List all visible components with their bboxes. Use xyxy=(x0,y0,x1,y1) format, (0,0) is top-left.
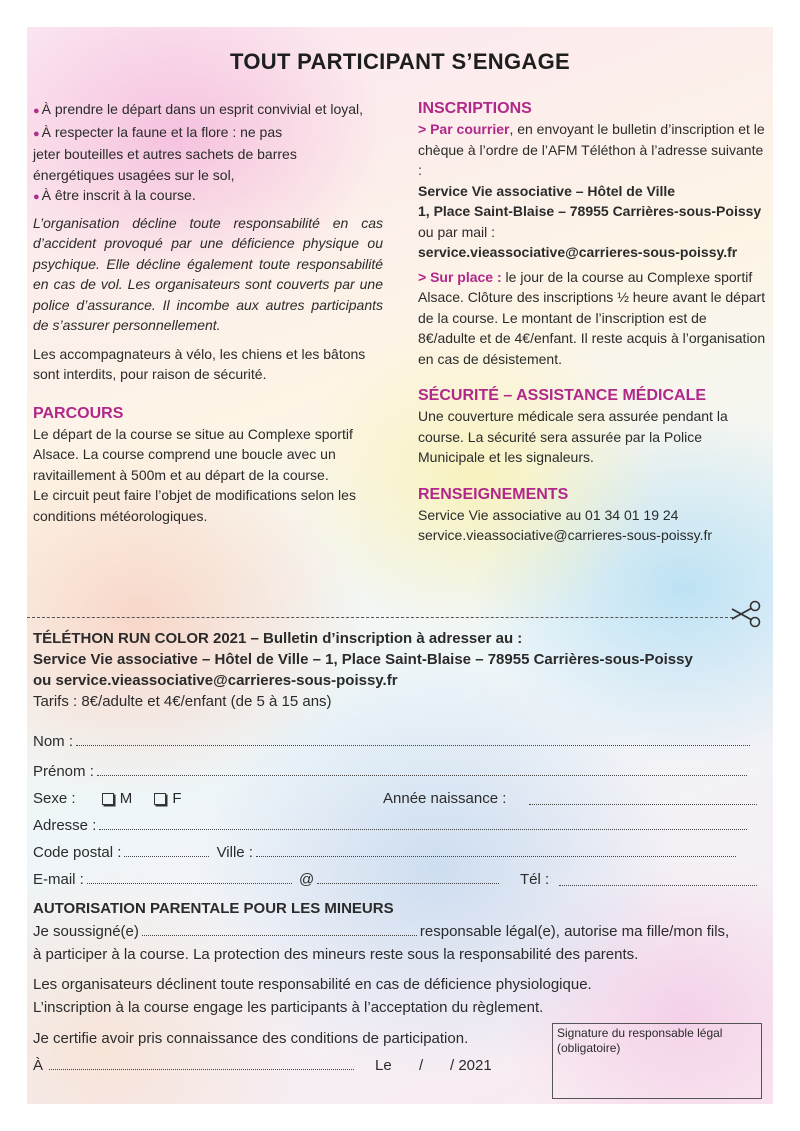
prenom-row xyxy=(33,761,761,783)
date-slash-1: / xyxy=(419,1057,424,1074)
annee-label: Année naissance : xyxy=(383,790,507,807)
inscription-email: service.vieassociative@carrieres-sous-poissy.fr xyxy=(418,244,738,260)
nom-row xyxy=(33,731,761,753)
checkbox-m[interactable] xyxy=(102,793,114,805)
renseignements-section xyxy=(418,485,768,546)
form-heading-3: ou service.vieassociative@carrieres-sous-poissy.fr xyxy=(33,672,398,689)
code-ville-row xyxy=(33,842,761,864)
sexe-m-label: M xyxy=(119,790,133,807)
securite-heading: SÉCURITÉ – ASSISTANCE MÉDICALE xyxy=(418,387,707,404)
inscriptions-section xyxy=(418,99,768,369)
email-row xyxy=(33,869,761,891)
le-label: Le xyxy=(375,1057,392,1074)
cut-line xyxy=(27,617,733,618)
securite-section xyxy=(418,386,768,468)
engagement-text-continued: énergétiques usagées sur le sol, xyxy=(33,166,235,183)
renseignements-email: service.vieassociative@carrieres-sous-poissy.fr xyxy=(418,527,713,543)
securite-text: Une couverture médicale sera assurée pendant la course. La sécurité sera assurée par la Police Municipale et les signaleurs. xyxy=(418,408,728,465)
email-domain-field[interactable] xyxy=(317,869,499,884)
ville-label: Ville : xyxy=(216,844,253,861)
engagement-item xyxy=(33,122,383,145)
renseignements-phone: Service Vie associative au 01 34 01 19 24 xyxy=(418,506,679,523)
adresse-row xyxy=(33,815,761,837)
tel-field[interactable] xyxy=(559,871,757,886)
decline-line-2: L’inscription à la course engage les participants à l’acceptation du règlement. xyxy=(33,999,544,1016)
inscriptions-heading: INSCRIPTIONS xyxy=(418,100,532,117)
place-text: le jour de la course au Complexe sportif Alsace. Clôture des inscriptions ½ heure avant le départ de la course. Le montant de l’inscription est de 8€/adulte et de 4€/enfant. Il reste acquis à l’organisation en cas de désistement. xyxy=(418,268,766,367)
place-label: > Sur place : xyxy=(418,268,502,285)
soussigne-label: Je soussigné(e) xyxy=(33,923,139,940)
parcours-section xyxy=(33,404,383,527)
form-heading-1: TÉLÉTHON RUN COLOR 2021 – Bulletin d’inscription à adresser au : xyxy=(33,630,523,647)
prenom-label: Prénom : xyxy=(33,763,94,780)
adresse-field[interactable] xyxy=(99,815,747,830)
page-title: TOUT PARTICIPANT S’ENGAGE xyxy=(230,49,570,74)
prenom-field[interactable] xyxy=(97,761,747,776)
nom-field[interactable] xyxy=(76,731,750,746)
address-line-2: 1, Place Saint-Blaise – 78955 Carrières-sous-Poissy xyxy=(418,203,762,219)
bullet-icon: ● xyxy=(33,127,40,140)
sexe-row xyxy=(33,788,761,810)
engagement-item xyxy=(33,185,383,208)
auth-row xyxy=(33,921,761,943)
engagement-text-continued: jeter bouteilles et autres sachets de barres xyxy=(33,146,297,162)
scissors-icon xyxy=(730,599,764,629)
or-mail-label: ou par mail : xyxy=(418,223,496,240)
renseignements-heading: RENSEIGNEMENTS xyxy=(418,485,569,503)
tel-label: Tél : xyxy=(520,871,550,888)
parcours-text: Le départ de la course se situe au Complexe sportif Alsace. La course comprend une boucle avec un ravitaillement à 500m et au départ de la course. xyxy=(33,425,353,483)
disclaimer-text: L’organisation décline toute responsabilité en cas d’accident provoqué par une déficience physique ou psychique. Elle décline également toute responsabilité en cas de vol. Les organisateurs sont couverts par une police d’assurance. Il incombe aux autres participants de s’assurer personnellement. xyxy=(33,214,383,333)
flyer-page xyxy=(27,27,773,1104)
sexe-label: Sexe : xyxy=(33,790,76,807)
parcours-heading: PARCOURS xyxy=(33,404,124,422)
a-label: À xyxy=(33,1057,44,1074)
place-field[interactable] xyxy=(49,1055,354,1070)
signature-label: Signature du responsable légal (obligatoire) xyxy=(557,1026,723,1055)
left-column xyxy=(33,99,383,526)
courrier-text: , en envoyant le bulletin d’inscription et le chèque à l’ordre de l’AFM Téléthon à l’adresse suivante : xyxy=(418,121,765,178)
date-slash-2: / 2021 xyxy=(450,1057,492,1074)
bullet-icon: ● xyxy=(33,105,40,117)
right-column xyxy=(418,99,768,546)
engagement-item xyxy=(33,99,383,122)
code-postal-field[interactable] xyxy=(124,842,209,857)
certify-line: Je certifie avoir pris connaissance des conditions de participation. xyxy=(33,1030,469,1047)
code-postal-label: Code postal : xyxy=(33,844,122,861)
bullet-icon: ● xyxy=(33,191,40,203)
email-user-field[interactable] xyxy=(87,869,292,884)
checkbox-f[interactable] xyxy=(154,793,166,805)
courrier-label: > Par courrier xyxy=(418,121,510,137)
adresse-label: Adresse : xyxy=(33,817,97,834)
sexe-f-label: F xyxy=(172,790,182,807)
email-label: E-mail : xyxy=(33,871,84,888)
address-line-1: Service Vie associative – Hôtel de Ville xyxy=(418,182,676,199)
annee-field[interactable] xyxy=(529,790,757,805)
engagement-text: À être inscrit à la course. xyxy=(41,187,196,203)
companions-rule: Les accompagnateurs à vélo, les chiens et les bâtons sont interdits, pour raison de sécurité. xyxy=(33,345,366,382)
ville-field[interactable] xyxy=(256,842,736,857)
courrier-paragraph xyxy=(418,119,768,181)
auth-rest: responsable légal(e), autorise ma fille/mon fils, xyxy=(419,923,730,940)
soussigne-field[interactable] xyxy=(142,921,417,936)
decline-line-1: Les organisateurs déclinent toute responsabilité en cas de déficience physiologique. xyxy=(33,976,592,993)
place-paragraph xyxy=(418,267,768,370)
auth-line-2: à participer à la course. La protection des mineurs reste sous la responsabilité des parents. xyxy=(33,946,639,963)
at-sign: @ xyxy=(299,871,315,888)
engagement-text: À prendre le départ dans un esprit convivial et loyal, xyxy=(41,101,364,117)
signature-box[interactable] xyxy=(552,1023,762,1099)
parcours-text-2: Le circuit peut faire l’objet de modifications selon les conditions météorologiques. xyxy=(33,487,356,524)
nom-label: Nom : xyxy=(33,733,74,750)
engagement-text: À respecter la faune et la flore : ne pas xyxy=(41,123,283,140)
auth-heading: AUTORISATION PARENTALE POUR LES MINEURS xyxy=(33,900,394,917)
form-heading-2: Service Vie associative – Hôtel de Ville – 1, Place Saint-Blaise – 78955 Carrières-sous-Poissy xyxy=(33,651,693,668)
tarifs-text: Tarifs : 8€/adulte et 4€/enfant (de 5 à 15 ans) xyxy=(33,693,332,710)
